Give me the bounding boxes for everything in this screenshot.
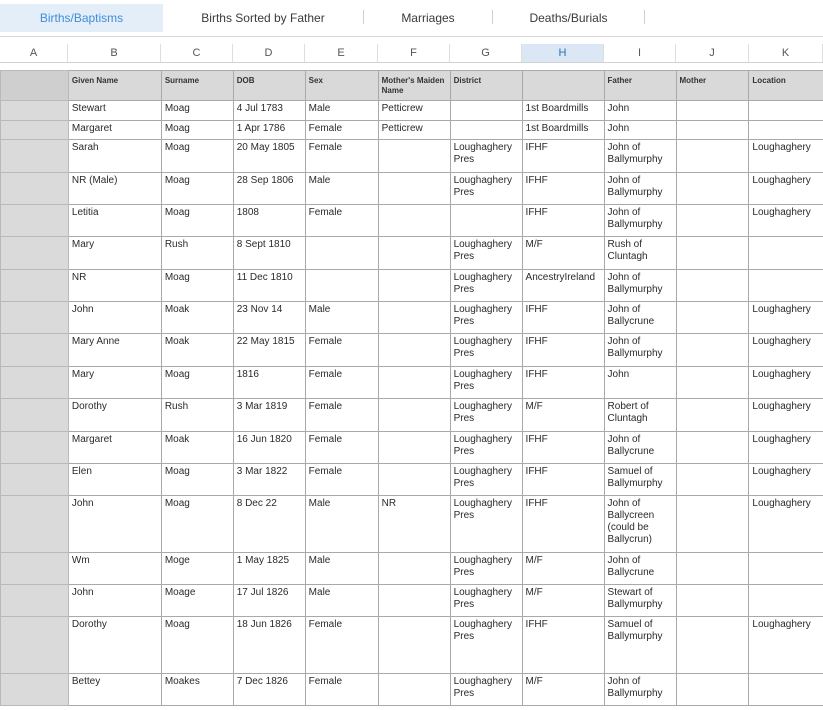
column-header-a[interactable]: A <box>0 44 68 62</box>
row-header-cell[interactable] <box>1 334 69 367</box>
location-cell[interactable] <box>749 101 823 121</box>
location-cell[interactable] <box>749 121 823 140</box>
father-cell[interactable]: Samuel of Ballymurphy <box>604 617 676 674</box>
given-name-cell[interactable]: Mary Anne <box>68 334 161 367</box>
row-header-cell[interactable] <box>1 121 69 140</box>
table-row <box>1 617 823 674</box>
table-row <box>1 432 823 464</box>
father-cell[interactable]: Robert of Cluntagh <box>604 399 676 432</box>
district-cell[interactable]: Loughaghery Pres <box>450 674 522 706</box>
given-name-cell[interactable]: Bettey <box>68 674 161 706</box>
source-cell[interactable]: IFHF <box>522 140 604 173</box>
sex-cell[interactable] <box>305 237 378 270</box>
sex-cell[interactable]: Male <box>305 585 378 617</box>
given-name-cell[interactable]: Elen <box>68 464 161 496</box>
father-cell[interactable]: John of Ballymurphy <box>604 334 676 367</box>
district-cell[interactable]: Loughaghery Pres <box>450 173 522 205</box>
row-header-cell[interactable] <box>1 496 69 553</box>
source-cell[interactable]: IFHF <box>522 302 604 334</box>
maiden-name-cell[interactable] <box>378 432 450 464</box>
header-district[interactable]: District <box>450 71 522 101</box>
father-cell[interactable]: John <box>604 367 676 399</box>
mother-cell[interactable] <box>676 205 749 237</box>
mother-cell[interactable] <box>676 585 749 617</box>
row-header-cell[interactable] <box>1 399 69 432</box>
row-header-cell[interactable] <box>1 674 69 706</box>
maiden-name-cell[interactable] <box>378 585 450 617</box>
location-cell[interactable]: Loughaghery <box>749 464 823 496</box>
surname-cell[interactable]: Moag <box>161 496 233 553</box>
table-row <box>1 270 823 302</box>
table-row <box>1 334 823 367</box>
location-cell[interactable] <box>749 237 823 270</box>
tab-births-baptisms[interactable]: Births/Baptisms <box>0 4 163 32</box>
district-cell[interactable]: Loughaghery Pres <box>450 553 522 585</box>
district-cell[interactable]: Loughaghery Pres <box>450 237 522 270</box>
district-cell[interactable] <box>450 101 522 121</box>
district-cell[interactable] <box>450 121 522 140</box>
mother-cell[interactable] <box>676 101 749 121</box>
tab-marriages[interactable]: Marriages <box>401 11 455 25</box>
sheet-tab-bar <box>0 0 823 37</box>
maiden-name-cell[interactable]: Petticrew <box>378 121 450 140</box>
dob-cell[interactable]: 7 Dec 1826 <box>233 674 305 706</box>
father-cell[interactable]: John of Ballycrune <box>604 553 676 585</box>
row-header-cell[interactable] <box>1 101 69 121</box>
sex-cell[interactable]: Male <box>305 101 378 121</box>
maiden-name-cell[interactable] <box>378 464 450 496</box>
dob-cell[interactable]: 1 May 1825 <box>233 553 305 585</box>
source-cell[interactable]: M/F <box>522 399 604 432</box>
given-name-cell[interactable]: Dorothy <box>68 399 161 432</box>
sex-cell[interactable]: Female <box>305 432 378 464</box>
mother-cell[interactable] <box>676 334 749 367</box>
sex-cell[interactable]: Female <box>305 399 378 432</box>
sex-cell[interactable]: Female <box>305 617 378 674</box>
mother-cell[interactable] <box>676 121 749 140</box>
row-header-cell[interactable] <box>1 302 69 334</box>
mother-cell[interactable] <box>676 674 749 706</box>
column-header-bar <box>0 44 823 63</box>
row-header-cell[interactable] <box>1 71 69 101</box>
maiden-name-cell[interactable] <box>378 302 450 334</box>
mother-cell[interactable] <box>676 173 749 205</box>
mother-cell[interactable] <box>676 399 749 432</box>
source-cell[interactable]: M/F <box>522 585 604 617</box>
surname-cell[interactable]: Moakes <box>161 674 233 706</box>
table-row <box>1 101 823 121</box>
given-name-cell[interactable]: Wm <box>68 553 161 585</box>
location-cell[interactable]: Loughaghery <box>749 140 823 173</box>
father-cell[interactable]: Rush of Cluntagh <box>604 237 676 270</box>
district-cell[interactable]: Loughaghery Pres <box>450 367 522 399</box>
district-cell[interactable]: Loughaghery Pres <box>450 617 522 674</box>
location-cell[interactable]: Loughaghery <box>749 205 823 237</box>
given-name-cell[interactable]: John <box>68 302 161 334</box>
given-name-cell[interactable]: John <box>68 496 161 553</box>
surname-cell[interactable]: Moge <box>161 553 233 585</box>
table-row <box>1 496 823 553</box>
mother-cell[interactable] <box>676 617 749 674</box>
father-cell[interactable]: John of Ballycreen (could be Ballycrun) <box>604 496 676 553</box>
source-cell[interactable]: 1st Boardmills <box>522 101 604 121</box>
column-header-j[interactable]: J <box>676 44 749 62</box>
location-cell[interactable]: Loughaghery <box>749 432 823 464</box>
given-name-cell[interactable]: Dorothy <box>68 617 161 674</box>
source-cell[interactable]: M/F <box>522 553 604 585</box>
dob-cell[interactable]: 4 Jul 1783 <box>233 101 305 121</box>
dob-cell[interactable]: 1 Apr 1786 <box>233 121 305 140</box>
dob-cell[interactable]: 8 Sept 1810 <box>233 237 305 270</box>
location-cell[interactable]: Loughaghery <box>749 173 823 205</box>
maiden-name-cell[interactable] <box>378 237 450 270</box>
maiden-name-cell[interactable] <box>378 140 450 173</box>
dob-cell[interactable]: 22 May 1815 <box>233 334 305 367</box>
location-cell[interactable]: Loughaghery <box>749 302 823 334</box>
mother-cell[interactable] <box>676 496 749 553</box>
tab-births-sorted-by-father[interactable]: Births Sorted by Father <box>201 11 325 25</box>
sex-cell[interactable]: Female <box>305 367 378 399</box>
given-name-cell[interactable]: Letitia <box>68 205 161 237</box>
row-header-cell[interactable] <box>1 617 69 674</box>
location-cell[interactable]: Loughaghery <box>749 367 823 399</box>
source-cell[interactable]: IFHF <box>522 367 604 399</box>
header-mother[interactable]: Mother <box>676 71 749 101</box>
location-cell[interactable]: Loughaghery <box>749 617 823 674</box>
tab-separator <box>644 10 645 24</box>
father-cell[interactable]: John of Ballymurphy <box>604 270 676 302</box>
maiden-name-cell[interactable] <box>378 674 450 706</box>
maiden-name-cell[interactable]: Petticrew <box>378 101 450 121</box>
maiden-name-cell[interactable] <box>378 553 450 585</box>
row-header-cell[interactable] <box>1 432 69 464</box>
sex-cell[interactable]: Female <box>305 674 378 706</box>
column-header-i[interactable]: I <box>604 44 676 62</box>
mother-cell[interactable] <box>676 140 749 173</box>
surname-cell[interactable]: Moag <box>161 101 233 121</box>
tab-deaths-burials[interactable]: Deaths/Burials <box>529 11 608 25</box>
sex-cell[interactable]: Female <box>305 205 378 237</box>
father-cell[interactable]: John of Ballymurphy <box>604 205 676 237</box>
district-cell[interactable]: Loughaghery Pres <box>450 496 522 553</box>
dob-cell[interactable]: 3 Mar 1819 <box>233 399 305 432</box>
surname-cell[interactable]: Moage <box>161 585 233 617</box>
column-header-f[interactable]: F <box>378 44 450 62</box>
dob-cell[interactable]: 11 Dec 1810 <box>233 270 305 302</box>
surname-cell[interactable]: Moag <box>161 270 233 302</box>
source-cell[interactable]: IFHF <box>522 173 604 205</box>
given-name-cell[interactable]: Sarah <box>68 140 161 173</box>
table-row <box>1 140 823 173</box>
column-header-e[interactable]: E <box>305 44 378 62</box>
row-header-cell[interactable] <box>1 585 69 617</box>
district-cell[interactable]: Loughaghery Pres <box>450 270 522 302</box>
table-row <box>1 464 823 496</box>
header-dob[interactable]: DOB <box>233 71 305 101</box>
father-cell[interactable]: John of Ballymurphy <box>604 674 676 706</box>
surname-cell[interactable]: Moag <box>161 367 233 399</box>
sex-cell[interactable]: Male <box>305 553 378 585</box>
spreadsheet-grid <box>0 70 823 710</box>
district-cell[interactable]: Loughaghery Pres <box>450 334 522 367</box>
row-header-cell[interactable] <box>1 173 69 205</box>
header-surname[interactable]: Surname <box>161 71 233 101</box>
district-cell[interactable]: Loughaghery Pres <box>450 399 522 432</box>
mother-cell[interactable] <box>676 464 749 496</box>
source-cell[interactable]: 1st Boardmills <box>522 121 604 140</box>
mother-cell[interactable] <box>676 367 749 399</box>
given-name-cell[interactable]: Margaret <box>68 432 161 464</box>
dob-cell[interactable]: 1816 <box>233 367 305 399</box>
source-cell[interactable]: M/F <box>522 674 604 706</box>
district-cell[interactable]: Loughaghery Pres <box>450 140 522 173</box>
surname-cell[interactable]: Moag <box>161 140 233 173</box>
dob-cell[interactable]: 20 May 1805 <box>233 140 305 173</box>
dob-cell[interactable]: 16 Jun 1820 <box>233 432 305 464</box>
father-cell[interactable]: John of Ballymurphy <box>604 140 676 173</box>
column-header-g[interactable]: G <box>450 44 522 62</box>
source-cell[interactable]: IFHF <box>522 617 604 674</box>
given-name-cell[interactable]: John <box>68 585 161 617</box>
table-row <box>1 399 823 432</box>
surname-cell[interactable]: Moak <box>161 334 233 367</box>
row-header-cell[interactable] <box>1 237 69 270</box>
father-cell[interactable]: John of Ballycrune <box>604 432 676 464</box>
header-mothers-maiden-name[interactable]: Mother's Maiden Name <box>378 71 450 101</box>
source-cell[interactable]: IFHF <box>522 496 604 553</box>
dob-cell[interactable]: 28 Sep 1806 <box>233 173 305 205</box>
mother-cell[interactable] <box>676 432 749 464</box>
maiden-name-cell[interactable] <box>378 334 450 367</box>
source-cell[interactable]: IFHF <box>522 432 604 464</box>
surname-cell[interactable]: Rush <box>161 399 233 432</box>
header-column-h[interactable] <box>522 71 604 101</box>
row-header-cell[interactable] <box>1 464 69 496</box>
table-row <box>1 585 823 617</box>
table-row <box>1 205 823 237</box>
row-header-cell[interactable] <box>1 205 69 237</box>
source-cell[interactable]: IFHF <box>522 334 604 367</box>
maiden-name-cell[interactable] <box>378 399 450 432</box>
given-name-cell[interactable]: NR (Male) <box>68 173 161 205</box>
source-cell[interactable]: AncestryIreland <box>522 270 604 302</box>
table-row <box>1 237 823 270</box>
dob-cell[interactable]: 1808 <box>233 205 305 237</box>
father-cell[interactable]: John <box>604 121 676 140</box>
column-header-b[interactable]: B <box>68 44 161 62</box>
sex-cell[interactable]: Female <box>305 464 378 496</box>
dob-cell[interactable]: 23 Nov 14 <box>233 302 305 334</box>
father-cell[interactable]: Samuel of Ballymurphy <box>604 464 676 496</box>
source-cell[interactable]: M/F <box>522 237 604 270</box>
sex-cell[interactable]: Female <box>305 121 378 140</box>
dob-cell[interactable]: 18 Jun 1826 <box>233 617 305 674</box>
sex-cell[interactable]: Male <box>305 173 378 205</box>
row-header-cell[interactable] <box>1 140 69 173</box>
column-header-d[interactable]: D <box>233 44 305 62</box>
row-header-cell[interactable] <box>1 367 69 399</box>
maiden-name-cell[interactable] <box>378 367 450 399</box>
sex-cell[interactable] <box>305 270 378 302</box>
table-row <box>1 121 823 140</box>
location-cell[interactable]: Loughaghery <box>749 334 823 367</box>
table-row <box>1 173 823 205</box>
maiden-name-cell[interactable]: NR <box>378 496 450 553</box>
father-cell[interactable]: John of Ballycrune <box>604 302 676 334</box>
surname-cell[interactable]: Moak <box>161 432 233 464</box>
father-cell[interactable]: Stewart of Ballymurphy <box>604 585 676 617</box>
mother-cell[interactable] <box>676 553 749 585</box>
row-header-cell[interactable] <box>1 270 69 302</box>
given-name-cell[interactable]: Mary <box>68 237 161 270</box>
dob-cell[interactable]: 3 Mar 1822 <box>233 464 305 496</box>
maiden-name-cell[interactable] <box>378 173 450 205</box>
surname-cell[interactable]: Rush <box>161 237 233 270</box>
location-cell[interactable] <box>749 270 823 302</box>
maiden-name-cell[interactable] <box>378 617 450 674</box>
maiden-name-cell[interactable] <box>378 270 450 302</box>
column-header-k[interactable]: K <box>749 44 823 62</box>
sex-cell[interactable]: Male <box>305 302 378 334</box>
header-given-name[interactable]: Given Name <box>68 71 161 101</box>
table-row <box>1 553 823 585</box>
location-cell[interactable] <box>749 585 823 617</box>
header-sex[interactable]: Sex <box>305 71 378 101</box>
given-name-cell[interactable]: Margaret <box>68 121 161 140</box>
location-cell[interactable]: Loughaghery <box>749 496 823 553</box>
mother-cell[interactable] <box>676 237 749 270</box>
dob-cell[interactable]: 8 Dec 22 <box>233 496 305 553</box>
district-cell[interactable]: Loughaghery Pres <box>450 464 522 496</box>
location-cell[interactable]: Loughaghery <box>749 399 823 432</box>
district-cell[interactable]: Loughaghery Pres <box>450 432 522 464</box>
father-cell[interactable]: John of Ballymurphy <box>604 173 676 205</box>
district-cell[interactable]: Loughaghery Pres <box>450 302 522 334</box>
mother-cell[interactable] <box>676 270 749 302</box>
source-cell[interactable]: IFHF <box>522 464 604 496</box>
given-name-cell[interactable]: NR <box>68 270 161 302</box>
location-cell[interactable] <box>749 553 823 585</box>
mother-cell[interactable] <box>676 302 749 334</box>
sex-cell[interactable]: Male <box>305 496 378 553</box>
location-cell[interactable] <box>749 674 823 706</box>
table-row <box>1 367 823 399</box>
dob-cell[interactable]: 17 Jul 1826 <box>233 585 305 617</box>
given-name-cell[interactable]: Mary <box>68 367 161 399</box>
surname-cell[interactable]: Moag <box>161 173 233 205</box>
surname-cell[interactable]: Moag <box>161 464 233 496</box>
row-header-cell[interactable] <box>1 553 69 585</box>
surname-cell[interactable]: Moag <box>161 205 233 237</box>
surname-cell[interactable]: Moag <box>161 617 233 674</box>
district-cell[interactable]: Loughaghery Pres <box>450 585 522 617</box>
maiden-name-cell[interactable] <box>378 205 450 237</box>
sex-cell[interactable]: Female <box>305 334 378 367</box>
header-row <box>1 71 823 101</box>
surname-cell[interactable]: Moak <box>161 302 233 334</box>
column-header-h[interactable]: H <box>522 44 604 62</box>
table-row <box>1 302 823 334</box>
district-cell[interactable] <box>450 205 522 237</box>
data-table <box>0 70 823 706</box>
given-name-cell[interactable]: Stewart <box>68 101 161 121</box>
table-row <box>1 674 823 706</box>
header-location[interactable]: Location <box>749 71 823 101</box>
column-header-c[interactable]: C <box>161 44 233 62</box>
surname-cell[interactable]: Moag <box>161 121 233 140</box>
source-cell[interactable]: IFHF <box>522 205 604 237</box>
sex-cell[interactable]: Female <box>305 140 378 173</box>
father-cell[interactable]: John <box>604 101 676 121</box>
header-father[interactable]: Father <box>604 71 676 101</box>
